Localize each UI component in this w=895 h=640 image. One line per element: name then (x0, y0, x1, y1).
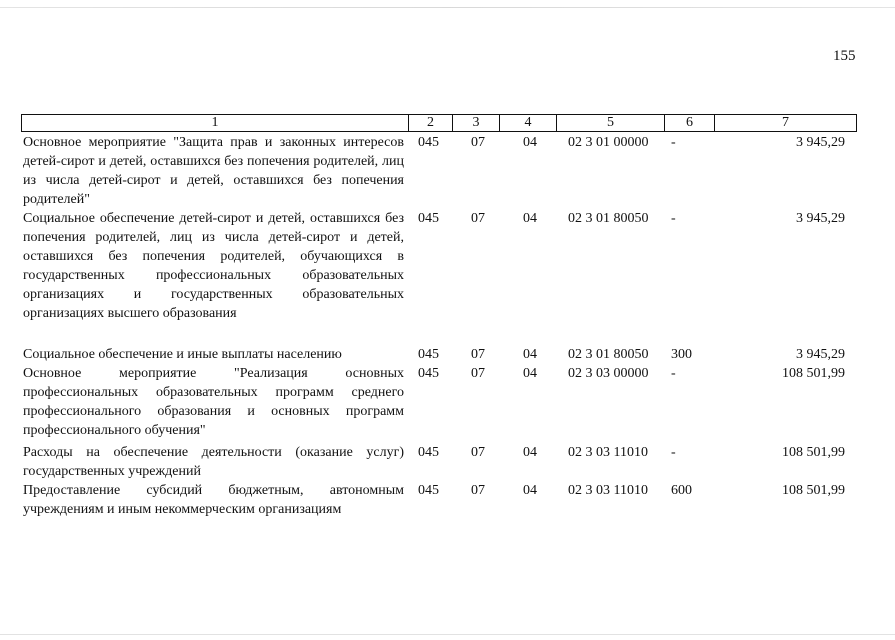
row-code: 045 (418, 366, 439, 381)
row-description: Предоставление субсидий бюджетным, автономным учреждениям и иным некоммерческим организациям (23, 483, 404, 517)
row-target-article: 02 3 03 11010 (568, 445, 648, 460)
header-col-5: 5 (557, 115, 665, 131)
row-code: 045 (418, 211, 439, 226)
row-description: Расходы на обеспечение деятельности (оказание услуг) государственных учреждений (23, 445, 404, 479)
row-code: 045 (418, 445, 439, 460)
row-code: 045 (418, 347, 439, 362)
top-scan-line (0, 7, 895, 8)
header-col-2: 2 (409, 115, 453, 131)
row-subchapter: 04 (523, 366, 537, 381)
row-amount: 3 945,29 (796, 211, 845, 226)
row-description: Основное мероприятие "Защита прав и законных интересов детей-сирот и детей, оставшихся без попечения родителей, лиц из числа детей-сирот и детей, оставшихся без попечения родителей" (23, 135, 404, 207)
row-amount: 108 501,99 (782, 483, 845, 498)
header-col-7: 7 (782, 115, 789, 130)
row-amount: 3 945,29 (796, 135, 845, 150)
header-col-4: 4 (500, 115, 557, 131)
row-expense-type: - (671, 366, 676, 381)
bottom-scan-line (0, 634, 895, 635)
row-expense-type: - (671, 445, 676, 460)
row-subchapter: 04 (523, 211, 537, 226)
row-description: Основное мероприятие "Реализация основных профессиональных образовательных программ среднего профессионального образования и основных программ профессионального обучения" (23, 366, 404, 438)
row-description: Социальное обеспечение детей-сирот и детей, оставшихся без попечения родителей, лиц из числа детей-сирот и детей, оставшихся без попечения родителей, обучающихся в государственных профессиональных образовательных организациях и государственных образовательных организациях высшего образования (23, 211, 404, 321)
table-header (21, 114, 857, 132)
row-description: Социальное обеспечение и иные выплаты населению (23, 347, 342, 362)
row-amount: 108 501,99 (782, 445, 845, 460)
row-amount: 3 945,29 (796, 347, 845, 362)
row-target-article: 02 3 01 00000 (568, 135, 649, 150)
header-col-1: 1 (22, 115, 409, 131)
row-chapter: 07 (471, 135, 485, 150)
row-chapter: 07 (471, 445, 485, 460)
row-target-article: 02 3 01 80050 (568, 347, 649, 362)
row-code: 045 (418, 483, 439, 498)
row-expense-type: 300 (671, 347, 692, 362)
row-expense-type: - (671, 211, 676, 226)
row-target-article: 02 3 01 80050 (568, 211, 649, 226)
row-subchapter: 04 (523, 347, 537, 362)
row-subchapter: 04 (523, 445, 537, 460)
row-chapter: 07 (471, 366, 485, 381)
row-amount: 108 501,99 (782, 366, 845, 381)
row-chapter: 07 (471, 483, 485, 498)
row-subchapter: 04 (523, 135, 537, 150)
row-target-article: 02 3 03 00000 (568, 366, 649, 381)
row-target-article: 02 3 03 11010 (568, 483, 648, 498)
row-subchapter: 04 (523, 483, 537, 498)
page-number: 155 (833, 48, 856, 64)
row-chapter: 07 (471, 211, 485, 226)
row-code: 045 (418, 135, 439, 150)
row-expense-type: 600 (671, 483, 692, 498)
header-col-3: 3 (453, 115, 500, 131)
row-chapter: 07 (471, 347, 485, 362)
header-col-6: 6 (665, 115, 715, 131)
row-expense-type: - (671, 135, 676, 150)
